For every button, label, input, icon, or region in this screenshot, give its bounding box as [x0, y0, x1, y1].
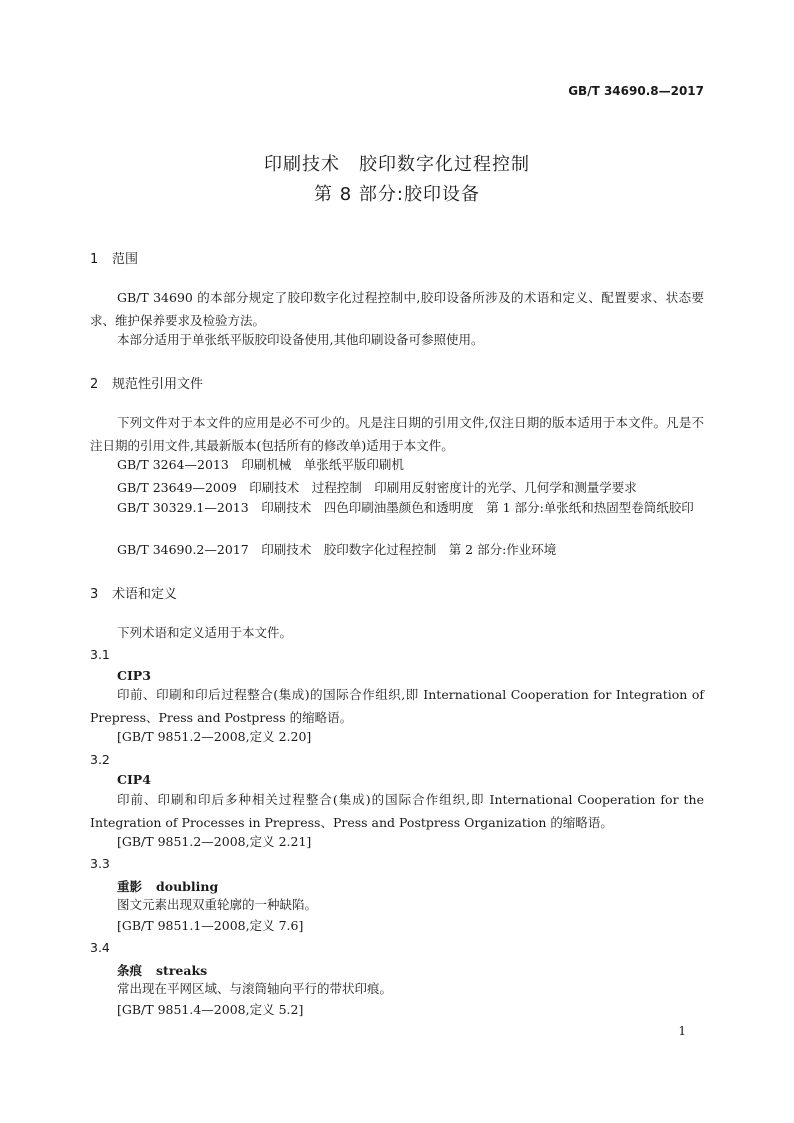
paragraph: GB/T 34690 的本部分规定了胶印数字化过程控制中,胶印设备所涉及的术语和定义、配置要求、状态要求、维护保养要求及检验方法。 — [90, 290, 704, 328]
term-name — [117, 772, 151, 787]
section-number: 3 — [90, 587, 99, 602]
term-source: [GB/T 9851.2—2008,定义 2.21] — [117, 834, 312, 849]
term-zh: CIP3 — [117, 668, 151, 683]
term-source: [GB/T 9851.1—2008,定义 7.6] — [117, 918, 304, 933]
term-zh: 重影 — [117, 879, 143, 894]
clause-number: 3.4 — [90, 940, 110, 955]
clause-number: 3.3 — [90, 856, 110, 871]
term-definition: 印前、印刷和印后多种相关过程整合(集成)的国际合作组织,即 International Cooperation for the Integration of Processes in Prepress、Press and Postpress Organization 的缩略语。 — [90, 792, 704, 830]
term-definition: 常出现在平网区域、与滚筒轴向平行的带状印痕。 — [117, 981, 393, 996]
clause-number: 3.2 — [90, 752, 110, 767]
reference-item: GB/T 3264—2013 印刷机械 单张纸平版印刷机 — [117, 457, 404, 472]
term-source: [GB/T 9851.2—2008,定义 2.20] — [117, 729, 312, 744]
term-zh: CIP4 — [117, 772, 151, 787]
page-number: 1 — [678, 1024, 686, 1038]
term-name — [117, 668, 151, 683]
section-title: 范围 — [112, 252, 139, 267]
section-title: 术语和定义 — [112, 587, 178, 602]
title-line-2: 第 8 部分:胶印设备 — [314, 184, 480, 205]
standard-number: GB/T 34690.8—2017 — [568, 84, 704, 98]
term-definition: 印前、印刷和印后过程整合(集成)的国际合作组织,即 International Cooperation for Integration of Prepress、Press and Postpress 的缩略语。 — [90, 687, 704, 725]
section-number: 1 — [90, 252, 99, 267]
section-3-heading — [90, 583, 177, 602]
paragraph: 本部分适用于单张纸平版胶印设备使用,其他印刷设备可参照使用。 — [117, 332, 484, 347]
term-definition: 图文元素出现双重轮廓的一种缺陷。 — [117, 897, 318, 912]
term-source: [GB/T 9851.4—2008,定义 5.2] — [117, 1002, 304, 1017]
clause-number: 3.1 — [90, 647, 110, 662]
paragraph: 下列文件对于本文件的应用是必不可少的。凡是注日期的引用文件,仅注日期的版本适用于本文件。凡是不注日期的引用文件,其最新版本(包括所有的修改单)适用于本文件。 — [90, 415, 704, 453]
reference-item: GB/T 23649—2009 印刷技术 过程控制 印刷用反射密度计的光学、几何学和测量学要求 — [117, 480, 637, 495]
section-title: 规范性引用文件 — [112, 377, 204, 392]
section-number: 2 — [90, 377, 99, 392]
reference-item: GB/T 34690.2—2017 印刷技术 胶印数字化过程控制 第 2 部分:作业环境 — [117, 542, 557, 557]
term-en: streaks — [156, 963, 208, 978]
section-2-heading — [90, 373, 203, 392]
section-1-heading — [90, 248, 138, 267]
title-line-1: 印刷技术 胶印数字化过程控制 — [264, 154, 530, 175]
reference-item: GB/T 30329.1—2013 印刷技术 四色印刷油墨颜色和透明度 第 1 部分:单张纸和热固型卷筒纸胶印 — [117, 500, 694, 515]
term-en: doubling — [156, 879, 219, 894]
paragraph: 下列术语和定义适用于本文件。 — [117, 625, 293, 640]
term-zh: 条痕 — [117, 963, 143, 978]
